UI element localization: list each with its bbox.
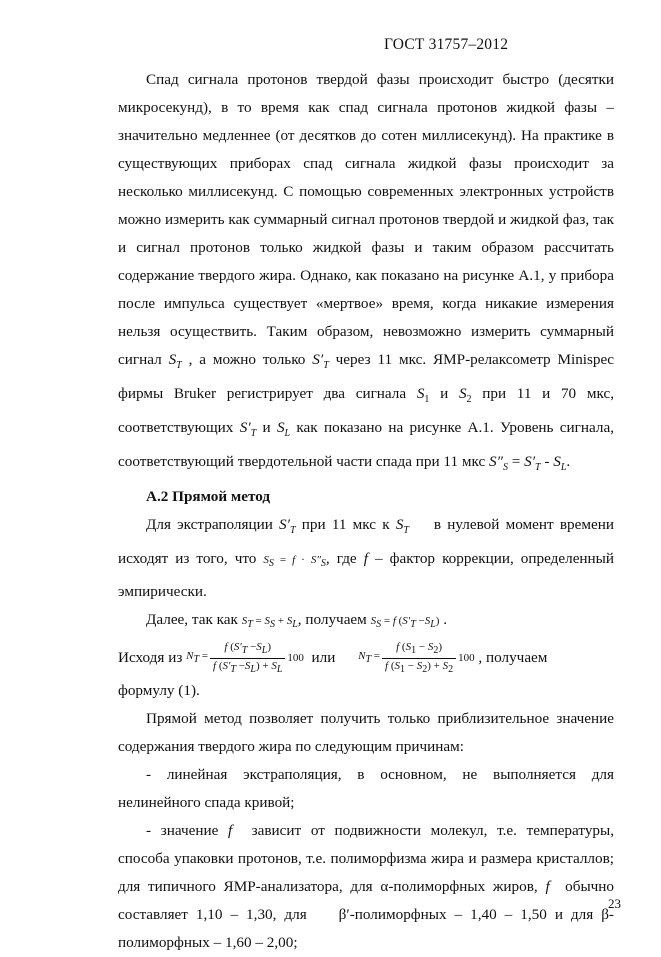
text-run: как показано на рисунке А.1. Уровень сигнала, соответствующий твердотельной части спада при 11 мкс [118,419,615,471]
fraction-2: $\frac{f (S_1 - S_2)}{f (S_1 - S_2) + S_2}$ [382,640,456,677]
text-run: в нулевой момент времени исходят из того, что [118,516,614,568]
text-run: зависит от подвижности молекул, т.е. температуры, способа упаковки протонов, т.е. полиморфизма жира и размера кристаллов; для типичного ЯМР-анализатора, для α-полиморфных жиров, [118,821,615,895]
formula-line: Исходя из $N_T$ = $\frac{f (S'_T -S_L)}{f (S'_T -S_L) + S_L}$ 100 или $N_T$ = $\frac{f (S_1 - S_2)}{f (S_1 - S_2) + S_2}$ 100 , получаем [118,640,548,675]
formula-nt-2: $N_T$ = [358,650,381,666]
text-run: , получаем [297,611,367,629]
text-run: или [311,649,336,667]
text-run: при 11 и 70 мкс, соответствующих [118,385,614,437]
page-body [118,66,614,957]
formula-ss2: $S_S = f$ $(S'_T -S_L)$ [370,615,440,631]
text-run: обычно составляет 1,10 – 1,30, для [118,877,615,923]
formula-nt-1: $N_T$ = [186,650,208,666]
text-run: Для экстраполяции [146,516,273,534]
text-run: Исходя из [118,649,183,667]
paragraph-direct-method: Прямой метод позволяет получить только приблизительное значение содержания твердого жира по следующим причинам: [118,709,614,755]
text-run: Далее, так как [146,611,238,629]
text-run: - значение [146,821,219,839]
text-run: Спад сигнала протонов твердой фазы происходит быстро (десятки микросекунд), в то время как спад сигнала протонов жидкой фазы – значительно медленнее (от десятков до сотен миллисекунд). На практике в существующих приборах спад сигнала жидкой фазы происходит за несколько миллисекунд. С помощью современных электронных устройств можно измерить как суммарный сигнал протонов твердой и жидкой фаз, так и сигнал протонов только жидкой фазы и таким образом рассчитать содержание твердого жира. Однако, как показано на рисунке А.1, у прибора после импульса существует «мертвое» время, когда никакие измерения нельзя осуществить. Таким образом, невозможно измерить суммарный сигнал [118,71,614,368]
text-run: , получаем [478,649,548,667]
page-number: 23 [608,896,621,911]
fraction-1: $\frac{f (S'_T -S_L)}{f (S'_T -S_L) + S_L}$ [210,640,285,677]
document-header: ГОСТ 31757–2012 [384,36,509,53]
section-heading: А.2 Прямой метод [146,488,271,506]
text-run: , где [325,550,357,568]
list-item: - линейная экстраполяция, в основном, не выполняется для нелинейного спада кривой; [118,765,614,811]
text-run: через 11 мкс. ЯМР-релаксометр Minispec фирмы Bruker регистрирует два сигнала [118,351,615,403]
formula-st: $S_T = S_S + S_L$ [241,615,298,631]
text-run: – фактор коррекции, определенный эмпирически. [118,550,615,601]
text-run: при 11 мкс к [301,516,390,534]
paragraph-extrapolation: Для экстраполяции $S'_T$ при 11 мкс к $S_T$ в нулевой момент времени исходят из того, что $S_S = f \cdot S''_S$, где f – фактор коррекции, определенный эмпирически. [118,516,615,601]
formula-ss: $S_S = f \cdot S''_S$ [263,554,326,570]
paragraph-next: Далее, так как $S_T = S_S + S_L$, получаем $S_S = f$ $(S'_T -S_L)$ . [146,611,448,631]
text-run: β′-полиморфных – 1,40 – 1,50 и для β-полиморфных – 1,60 – 2,00; [118,905,614,951]
text-run: , а можно только [188,351,306,368]
paragraph-formula-ref: формулу (1). [118,681,200,699]
paragraph-nmr-signal: Спад сигнала протонов твердой фазы происходит быстро (десятки микросекунд), в то время как спад сигнала протонов жидкой фазы – значительно медленнее (от десятков до сотен миллисекунд). На практике в существующих приборах спад сигнала жидкой фазы происходит за несколько миллисекунд. С помощью современных электронных устройств можно измерить как суммарный сигнал протонов твердой и жидкой фаз, так и сигнал протонов только жидкой фазы и таким образом рассчитать содержание твердого жира. Однако, как показано на рисунке А.1, у прибора после импульса существует «мертвое» время, когда никакие измерения нельзя осуществить. Таким образом, невозможно измерить суммарный сигнал $S_T$ , а можно только $S'_T$ через 11 мкс. ЯМР-релаксометр Minispec фирмы Bruker регистрирует два сигнала $S_1$ и $S_2$ при 11 и 70 мкс, соответствующих $S'_T$ и $S_L$ как показано на рисунке А.1. Уровень сигнала, соответствующий твердотельной части спада при 11 мкс $S''_S = S'_T - S_L$. [118,71,615,474]
list-item: - значение f зависит от подвижности молекул, т.е. температуры, способа упаковки протонов, т.е. полиморфизма жира и размера кристаллов; для типичного ЯМР-анализатора, для α-полиморфных жиров, f обычно составляет 1,10 – 1,30, для β′-полиморфных – 1,40 – 1,50 и для β-полиморфных – 1,60 – 2,00; [118,821,615,951]
